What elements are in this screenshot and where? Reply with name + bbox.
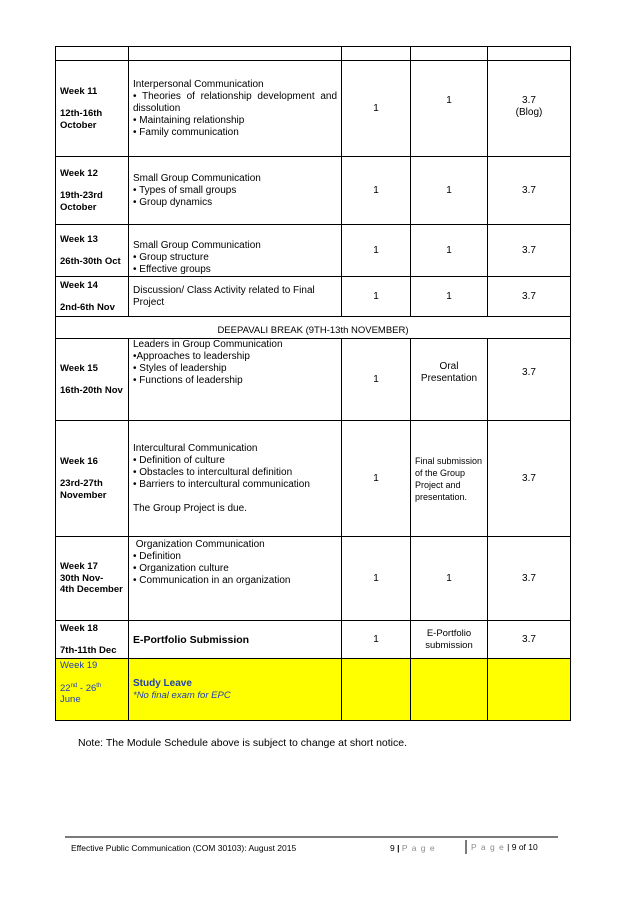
topic-cell: Interpersonal Communication • Theories of relationship development and dissolution • Maintaining relationship • Family communication [129, 61, 342, 157]
assessment-cell: 1 [411, 225, 488, 277]
outcome-cell: 3.7 [488, 157, 571, 225]
table-row [56, 621, 571, 659]
table-row [56, 537, 571, 621]
topic-cell: Discussion/ Class Activity related to Final Project [129, 277, 342, 317]
topic-cell: Intercultural Communication • Definition of culture • Obstacles to intercultural definition • Barriers to intercultural communication The Group Project is due. [129, 421, 342, 537]
outcome-cell: 3.7 (Blog) [488, 61, 571, 157]
module-schedule-table [55, 46, 571, 721]
week-cell: Week 13 26th-30th Oct [56, 225, 129, 277]
table-row [56, 339, 571, 421]
topic-cell [129, 659, 342, 721]
footer-document-title: Effective Public Communication (COM 30103): August 2015 [71, 843, 297, 853]
outcome-cell: 3.7 [488, 225, 571, 277]
assessment-cell: E-Portfolio submission [411, 621, 488, 659]
week-cell: Week 18 7th-11th Dec [56, 621, 129, 659]
week-cell: Week 17 30th Nov- 4th December [56, 537, 129, 621]
outcome-cell: 3.7 [488, 621, 571, 659]
schedule-note: Note: The Module Schedule above is subject to change at short notice. [78, 737, 408, 749]
week-cell: Week 12 19th-23rd October [56, 157, 129, 225]
header-row-empty [56, 47, 571, 61]
hours-cell: 1 [342, 339, 411, 421]
assessment-cell: Oral Presentation [411, 339, 488, 421]
study-leave-note: *No final exam for EPC [133, 689, 231, 701]
topic-cell: Leaders in Group Communication •Approaches to leadership • Styles of leadership • Functions of leadership [129, 339, 342, 421]
deepavali-break-text: DEEPAVALI BREAK (9TH-13th NOVEMBER) [56, 317, 571, 339]
footer-divider [65, 836, 558, 838]
week-cell: Week 14 2nd-6th Nov [56, 277, 129, 317]
hours-cell: 1 [342, 225, 411, 277]
assessment-cell: 1 [411, 277, 488, 317]
assessment-cell: 1 [411, 537, 488, 621]
footer-page-count: P a g e | 9 of 10 [465, 840, 538, 854]
assessment-cell: Final submission of the Group Project and presentation. [411, 421, 488, 537]
outcome-cell: 3.7 [488, 339, 571, 421]
hours-cell: 1 [342, 157, 411, 225]
hours-cell: 1 [342, 277, 411, 317]
hours-cell: 1 [342, 61, 411, 157]
topic-cell: E-Portfolio Submission [129, 621, 342, 659]
week-cell: Week 16 23rd-27th November [56, 421, 129, 537]
table-row [56, 61, 571, 157]
outcome-cell: 3.7 [488, 537, 571, 621]
study-leave-row [56, 659, 571, 721]
outcome-cell: 3.7 [488, 277, 571, 317]
week-cell: Week 11 12th-16th October [56, 61, 129, 157]
footer-page-number: 9 | P a g e [390, 843, 436, 853]
topic-cell: Small Group Communication • Group structure • Effective groups [129, 225, 342, 277]
outcome-cell: 3.7 [488, 421, 571, 537]
assessment-cell: 1 [411, 61, 488, 157]
hours-cell: 1 [342, 621, 411, 659]
assessment-cell: 1 [411, 157, 488, 225]
hours-cell: 1 [342, 421, 411, 537]
hours-cell: 1 [342, 537, 411, 621]
table-row [56, 225, 571, 277]
table-row [56, 421, 571, 537]
study-leave-title: Study Leave [133, 677, 192, 689]
topic-cell: Organization Communication • Definition • Organization culture • Communication in an organization [129, 537, 342, 621]
table-row [56, 157, 571, 225]
week-cell: Week 19 22nd - 26th June [56, 659, 129, 721]
table-row [56, 277, 571, 317]
week-cell: Week 15 16th-20th Nov [56, 339, 129, 421]
break-row [56, 317, 571, 339]
topic-cell: Small Group Communication • Types of small groups • Group dynamics [129, 157, 342, 225]
